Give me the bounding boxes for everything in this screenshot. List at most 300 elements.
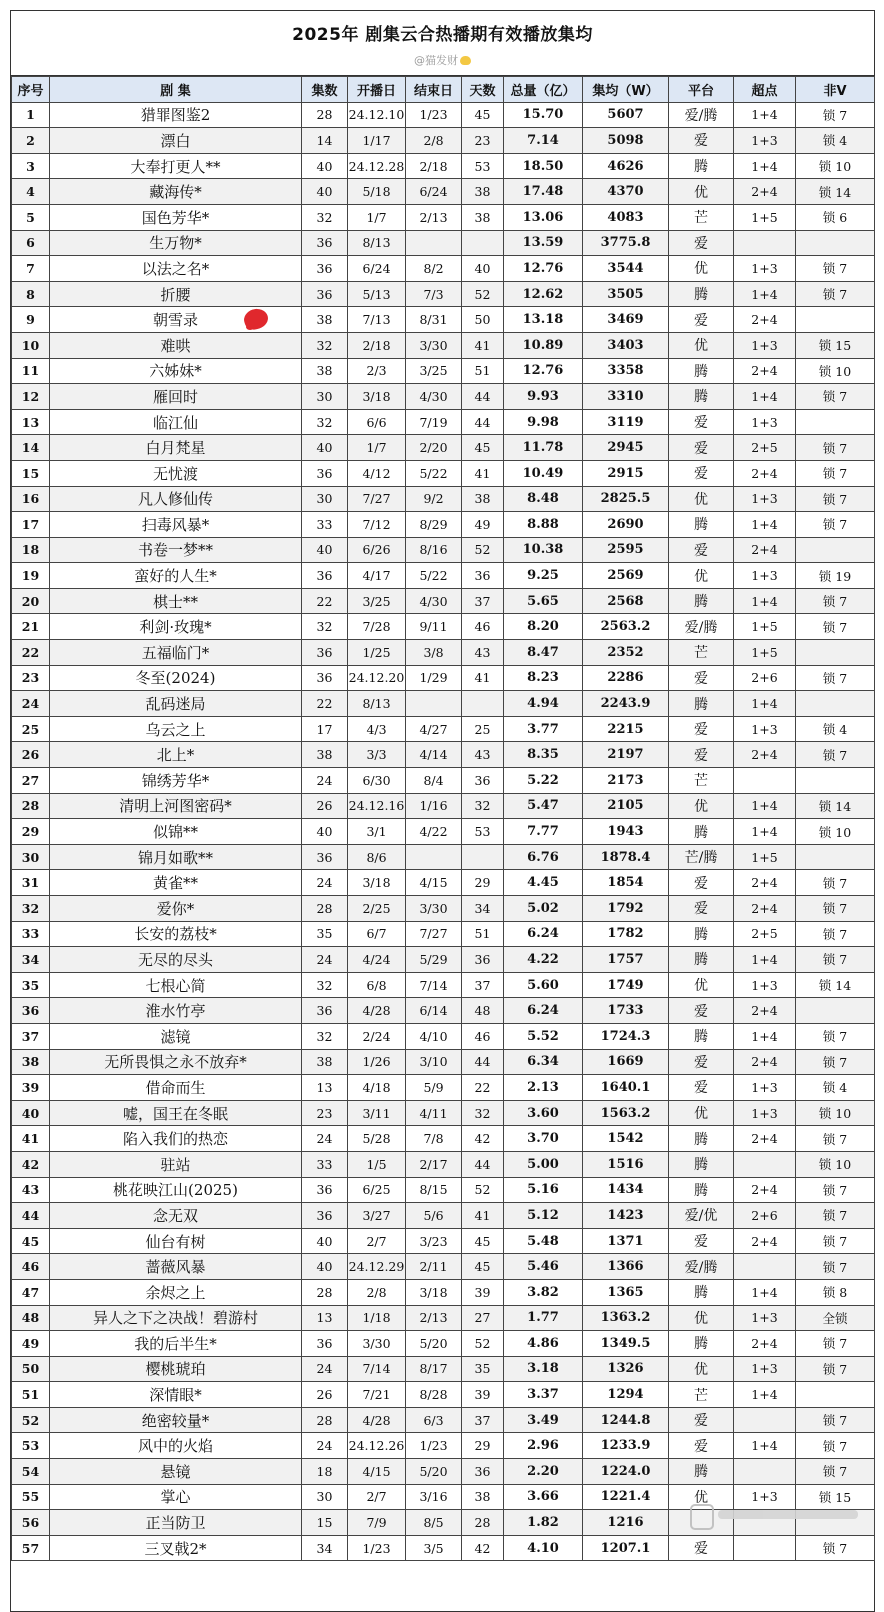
total-cell: 4.94 (504, 691, 583, 717)
super-cell (734, 1407, 796, 1433)
title-cell: 五福临门* (50, 640, 302, 666)
non-vip-cell: 锁 7 (796, 921, 875, 947)
platform-cell: 腾 (669, 947, 734, 973)
platform-cell: 腾 (669, 819, 734, 845)
start-date-cell: 6/26 (348, 537, 406, 563)
average-cell: 1943 (583, 819, 669, 845)
title-cell: 异人之下之决战！碧游村 (50, 1305, 302, 1331)
table-row (12, 819, 875, 845)
episodes-cell: 36 (302, 230, 348, 256)
author-credit: @猫发财 (11, 52, 874, 68)
super-cell: 1+3 (734, 563, 796, 589)
days-cell: 29 (462, 870, 504, 896)
non-vip-cell: 锁 7 (796, 1535, 875, 1561)
super-cell: 2+5 (734, 921, 796, 947)
table-row (12, 537, 875, 563)
super-cell: 2+4 (734, 537, 796, 563)
end-date-cell: 8/2 (406, 256, 462, 282)
end-date-cell: 3/10 (406, 1049, 462, 1075)
title-cell: 风中的火焰 (50, 1433, 302, 1459)
end-date-cell: 2/11 (406, 1254, 462, 1280)
average-cell: 3310 (583, 384, 669, 410)
average-cell: 1371 (583, 1228, 669, 1254)
table-row (12, 384, 875, 410)
start-date-cell: 6/6 (348, 409, 406, 435)
rank-cell: 32 (12, 896, 50, 922)
rank-cell: 53 (12, 1433, 50, 1459)
end-date-cell: 5/20 (406, 1331, 462, 1357)
average-cell: 2286 (583, 665, 669, 691)
rank-cell: 43 (12, 1177, 50, 1203)
rank-cell: 4 (12, 179, 50, 205)
end-date-cell: 5/22 (406, 460, 462, 486)
table-row (12, 896, 875, 922)
table-row (12, 793, 875, 819)
start-date-cell: 3/27 (348, 1203, 406, 1229)
table-row (12, 512, 875, 538)
episodes-cell: 40 (302, 179, 348, 205)
title-cell: 折腰 (50, 281, 302, 307)
non-vip-cell: 锁 7 (796, 1254, 875, 1280)
days-cell: 40 (462, 256, 504, 282)
platform-cell: 爱 (669, 896, 734, 922)
rank-cell: 8 (12, 281, 50, 307)
platform-cell: 腾 (669, 358, 734, 384)
start-date-cell: 6/24 (348, 256, 406, 282)
days-cell: 36 (462, 947, 504, 973)
title-cell: 藏海传* (50, 179, 302, 205)
super-cell: 1+4 (734, 384, 796, 410)
platform-cell: 爱 (669, 307, 734, 333)
column-header: 集数 (302, 77, 348, 103)
super-cell: 2+4 (734, 870, 796, 896)
title-cell: 北上* (50, 742, 302, 768)
days-cell: 41 (462, 332, 504, 358)
end-date-cell: 3/18 (406, 1279, 462, 1305)
platform-cell: 腾 (669, 1177, 734, 1203)
total-cell: 8.47 (504, 640, 583, 666)
platform-cell: 芒 (669, 204, 734, 230)
super-cell: 2+5 (734, 435, 796, 461)
total-cell: 12.76 (504, 256, 583, 282)
rank-cell: 33 (12, 921, 50, 947)
table-row (12, 1331, 875, 1357)
days-cell: 50 (462, 307, 504, 333)
episodes-cell: 13 (302, 1305, 348, 1331)
start-date-cell: 4/18 (348, 1075, 406, 1101)
platform-cell: 优 (669, 1356, 734, 1382)
platform-cell: 爱 (669, 1433, 734, 1459)
table-row (12, 358, 875, 384)
table-row (12, 563, 875, 589)
non-vip-cell: 锁 7 (796, 665, 875, 691)
column-header: 超点 (734, 77, 796, 103)
table-row (12, 614, 875, 640)
end-date-cell: 1/23 (406, 102, 462, 128)
super-cell (734, 768, 796, 794)
days-cell: 46 (462, 614, 504, 640)
days-cell: 44 (462, 1049, 504, 1075)
days-cell: 38 (462, 204, 504, 230)
end-date-cell: 2/18 (406, 153, 462, 179)
non-vip-cell: 锁 4 (796, 716, 875, 742)
non-vip-cell (796, 1382, 875, 1408)
days-cell: 32 (462, 793, 504, 819)
end-date-cell: 1/16 (406, 793, 462, 819)
title-cell: 蔷薇风暴 (50, 1254, 302, 1280)
total-cell: 4.22 (504, 947, 583, 973)
days-cell: 53 (462, 819, 504, 845)
episodes-cell: 40 (302, 153, 348, 179)
episodes-cell: 38 (302, 307, 348, 333)
total-cell: 5.60 (504, 972, 583, 998)
total-cell: 6.24 (504, 998, 583, 1024)
platform-cell: 爱 (669, 460, 734, 486)
non-vip-cell: 锁 7 (796, 460, 875, 486)
days-cell: 42 (462, 1535, 504, 1561)
rank-cell: 40 (12, 1100, 50, 1126)
days-cell: 36 (462, 1459, 504, 1485)
non-vip-cell: 锁 7 (796, 281, 875, 307)
rank-cell: 57 (12, 1535, 50, 1561)
days-cell: 37 (462, 588, 504, 614)
episodes-cell: 40 (302, 819, 348, 845)
days-cell: 34 (462, 896, 504, 922)
platform-cell: 爱 (669, 716, 734, 742)
rank-cell: 35 (12, 972, 50, 998)
start-date-cell: 2/24 (348, 1023, 406, 1049)
platform-cell: 腾 (669, 281, 734, 307)
super-cell: 2+4 (734, 460, 796, 486)
platform-cell: 优 (669, 486, 734, 512)
episodes-cell: 26 (302, 1382, 348, 1408)
days-cell: 22 (462, 1075, 504, 1101)
total-cell: 10.38 (504, 537, 583, 563)
rank-cell: 34 (12, 947, 50, 973)
rank-cell: 18 (12, 537, 50, 563)
episodes-cell: 38 (302, 1049, 348, 1075)
title-cell: 大奉打更人** (50, 153, 302, 179)
days-cell: 45 (462, 435, 504, 461)
end-date-cell: 1/23 (406, 1433, 462, 1459)
rank-cell: 28 (12, 793, 50, 819)
episodes-cell: 36 (302, 1203, 348, 1229)
title-cell: 似锦** (50, 819, 302, 845)
page-title: 2025年 剧集云合热播期有效播放集均 (292, 25, 593, 45)
platform-cell: 爱 (669, 1228, 734, 1254)
rank-cell: 36 (12, 998, 50, 1024)
average-cell: 1326 (583, 1356, 669, 1382)
total-cell: 3.77 (504, 716, 583, 742)
table-row (12, 486, 875, 512)
total-cell: 6.34 (504, 1049, 583, 1075)
episodes-cell: 32 (302, 204, 348, 230)
rank-cell: 6 (12, 230, 50, 256)
end-date-cell: 8/15 (406, 1177, 462, 1203)
episodes-cell: 23 (302, 1100, 348, 1126)
end-date-cell: 4/22 (406, 819, 462, 845)
episodes-cell: 28 (302, 896, 348, 922)
start-date-cell: 24.12.26 (348, 1433, 406, 1459)
rank-cell: 29 (12, 819, 50, 845)
total-cell: 13.18 (504, 307, 583, 333)
table-row (12, 716, 875, 742)
table-row (12, 870, 875, 896)
title-cell: 正当防卫 (50, 1510, 302, 1536)
days-cell: 45 (462, 102, 504, 128)
end-date-cell: 7/27 (406, 921, 462, 947)
platform-cell: 芒 (669, 768, 734, 794)
watermark (690, 1498, 860, 1532)
start-date-cell: 5/18 (348, 179, 406, 205)
super-cell: 1+5 (734, 204, 796, 230)
rank-cell: 10 (12, 332, 50, 358)
title-cell: 扫毒风暴* (50, 512, 302, 538)
start-date-cell: 6/30 (348, 768, 406, 794)
episodes-cell: 40 (302, 537, 348, 563)
average-cell: 5607 (583, 102, 669, 128)
table-row (12, 1023, 875, 1049)
end-date-cell: 5/22 (406, 563, 462, 589)
episodes-cell: 24 (302, 1433, 348, 1459)
average-cell: 1434 (583, 1177, 669, 1203)
episodes-cell: 26 (302, 793, 348, 819)
super-cell: 1+3 (734, 1075, 796, 1101)
end-date-cell: 8/31 (406, 307, 462, 333)
start-date-cell: 4/3 (348, 716, 406, 742)
episodes-cell: 28 (302, 102, 348, 128)
end-date-cell: 7/3 (406, 281, 462, 307)
average-cell: 1349.5 (583, 1331, 669, 1357)
average-cell: 1724.3 (583, 1023, 669, 1049)
rank-cell: 30 (12, 844, 50, 870)
rank-cell: 17 (12, 512, 50, 538)
non-vip-cell: 锁 7 (796, 384, 875, 410)
days-cell: 51 (462, 921, 504, 947)
platform-cell: 优 (669, 972, 734, 998)
days-cell: 36 (462, 563, 504, 589)
super-cell: 1+3 (734, 716, 796, 742)
average-cell: 1365 (583, 1279, 669, 1305)
average-cell: 4626 (583, 153, 669, 179)
start-date-cell: 1/18 (348, 1305, 406, 1331)
title-cell: 漂白 (50, 128, 302, 154)
average-cell: 1733 (583, 998, 669, 1024)
average-cell: 1244.8 (583, 1407, 669, 1433)
start-date-cell: 7/28 (348, 614, 406, 640)
total-cell: 5.46 (504, 1254, 583, 1280)
platform-cell: 爱 (669, 409, 734, 435)
end-date-cell: 3/30 (406, 896, 462, 922)
start-date-cell: 2/18 (348, 332, 406, 358)
table-row (12, 204, 875, 230)
table-row (12, 844, 875, 870)
rank-cell: 14 (12, 435, 50, 461)
super-cell: 2+4 (734, 1331, 796, 1357)
rank-cell: 22 (12, 640, 50, 666)
rank-cell: 42 (12, 1151, 50, 1177)
total-cell: 6.24 (504, 921, 583, 947)
platform-cell: 腾 (669, 921, 734, 947)
super-cell: 1+3 (734, 256, 796, 282)
total-cell: 15.70 (504, 102, 583, 128)
total-cell: 11.78 (504, 435, 583, 461)
end-date-cell: 3/23 (406, 1228, 462, 1254)
average-cell: 1792 (583, 896, 669, 922)
title-cell: 爱你* (50, 896, 302, 922)
episodes-cell: 36 (302, 998, 348, 1024)
table-row (12, 332, 875, 358)
end-date-cell (406, 230, 462, 256)
super-cell: 2+4 (734, 1228, 796, 1254)
episodes-cell: 30 (302, 486, 348, 512)
episodes-cell: 40 (302, 435, 348, 461)
non-vip-cell (796, 998, 875, 1024)
total-cell: 8.48 (504, 486, 583, 512)
platform-cell: 芒 (669, 1382, 734, 1408)
average-cell: 1669 (583, 1049, 669, 1075)
start-date-cell: 24.12.10 (348, 102, 406, 128)
title-cell: 深情眼* (50, 1382, 302, 1408)
start-date-cell: 6/7 (348, 921, 406, 947)
episodes-cell: 32 (302, 332, 348, 358)
title-cell: 清明上河图密码* (50, 793, 302, 819)
total-cell: 12.62 (504, 281, 583, 307)
super-cell: 2+4 (734, 1049, 796, 1075)
start-date-cell: 1/7 (348, 435, 406, 461)
title-cell: 长安的荔枝* (50, 921, 302, 947)
platform-cell: 爱 (669, 1075, 734, 1101)
title-cell: 猎罪图鉴2 (50, 102, 302, 128)
total-cell: 1.77 (504, 1305, 583, 1331)
episodes-cell: 36 (302, 640, 348, 666)
end-date-cell: 6/24 (406, 179, 462, 205)
episodes-cell: 15 (302, 1510, 348, 1536)
non-vip-cell: 锁 4 (796, 1075, 875, 1101)
title-cell: 临江仙 (50, 409, 302, 435)
rank-cell: 37 (12, 1023, 50, 1049)
rank-cell: 11 (12, 358, 50, 384)
watermark-icon (690, 1504, 714, 1530)
average-cell: 1233.9 (583, 1433, 669, 1459)
non-vip-cell: 锁 15 (796, 332, 875, 358)
days-cell: 41 (462, 460, 504, 486)
start-date-cell: 1/26 (348, 1049, 406, 1075)
episodes-cell: 32 (302, 409, 348, 435)
episodes-cell: 17 (302, 716, 348, 742)
non-vip-cell (796, 691, 875, 717)
super-cell: 1+4 (734, 947, 796, 973)
column-header: 平台 (669, 77, 734, 103)
title-cell: 生万物* (50, 230, 302, 256)
watermark-bar (718, 1510, 858, 1519)
episodes-cell: 30 (302, 384, 348, 410)
end-date-cell: 4/11 (406, 1100, 462, 1126)
episodes-cell: 40 (302, 1254, 348, 1280)
end-date-cell: 3/16 (406, 1484, 462, 1510)
end-date-cell: 2/13 (406, 1305, 462, 1331)
start-date-cell: 3/18 (348, 384, 406, 410)
non-vip-cell: 锁 7 (796, 1023, 875, 1049)
cat-icon (460, 56, 471, 65)
title-cell: 凡人修仙传 (50, 486, 302, 512)
episodes-cell: 38 (302, 742, 348, 768)
platform-cell: 腾 (669, 1151, 734, 1177)
title-cell: 白月梵星 (50, 435, 302, 461)
start-date-cell: 8/13 (348, 691, 406, 717)
rank-cell: 15 (12, 460, 50, 486)
start-date-cell: 5/13 (348, 281, 406, 307)
super-cell: 1+3 (734, 332, 796, 358)
rank-cell: 39 (12, 1075, 50, 1101)
end-date-cell: 5/6 (406, 1203, 462, 1229)
platform-cell: 爱 (669, 435, 734, 461)
episodes-cell: 13 (302, 1075, 348, 1101)
start-date-cell: 24.12.28 (348, 153, 406, 179)
total-cell: 5.47 (504, 793, 583, 819)
average-cell: 4370 (583, 179, 669, 205)
total-cell: 9.93 (504, 384, 583, 410)
total-cell: 5.00 (504, 1151, 583, 1177)
super-cell: 2+4 (734, 358, 796, 384)
table-body (12, 102, 875, 1561)
episodes-cell: 28 (302, 1279, 348, 1305)
title-cell: 锦月如歌** (50, 844, 302, 870)
rank-cell: 41 (12, 1126, 50, 1152)
title-cell: 黄雀** (50, 870, 302, 896)
episodes-cell: 40 (302, 1228, 348, 1254)
red-mark-dot (246, 324, 254, 330)
start-date-cell: 4/15 (348, 1459, 406, 1485)
title-cell: 朝雪录 (50, 307, 302, 333)
average-cell: 1224.0 (583, 1459, 669, 1485)
average-cell: 1294 (583, 1382, 669, 1408)
total-cell: 4.86 (504, 1331, 583, 1357)
total-cell: 13.06 (504, 204, 583, 230)
average-cell: 1221.4 (583, 1484, 669, 1510)
table-row (12, 1254, 875, 1280)
average-cell: 3403 (583, 332, 669, 358)
episodes-cell: 36 (302, 256, 348, 282)
title-cell: 蛮好的人生* (50, 563, 302, 589)
rank-cell: 25 (12, 716, 50, 742)
end-date-cell: 4/30 (406, 384, 462, 410)
ratings-table (11, 76, 875, 1561)
non-vip-cell: 锁 19 (796, 563, 875, 589)
platform-cell: 腾 (669, 1023, 734, 1049)
super-cell: 1+4 (734, 1279, 796, 1305)
platform-cell: 优 (669, 1100, 734, 1126)
super-cell: 2+4 (734, 742, 796, 768)
title-cell: 绝密较量* (50, 1407, 302, 1433)
start-date-cell: 7/13 (348, 307, 406, 333)
days-cell: 46 (462, 1023, 504, 1049)
rank-cell: 44 (12, 1203, 50, 1229)
platform-cell: 爱 (669, 128, 734, 154)
super-cell (734, 1535, 796, 1561)
super-cell: 2+4 (734, 896, 796, 922)
platform-cell: 优 (669, 1305, 734, 1331)
non-vip-cell: 锁 7 (796, 256, 875, 282)
start-date-cell: 7/27 (348, 486, 406, 512)
days-cell: 41 (462, 1203, 504, 1229)
start-date-cell: 2/25 (348, 896, 406, 922)
episodes-cell: 24 (302, 947, 348, 973)
non-vip-cell: 锁 7 (796, 588, 875, 614)
super-cell: 1+5 (734, 640, 796, 666)
platform-cell: 爱 (669, 1535, 734, 1561)
episodes-cell: 22 (302, 691, 348, 717)
